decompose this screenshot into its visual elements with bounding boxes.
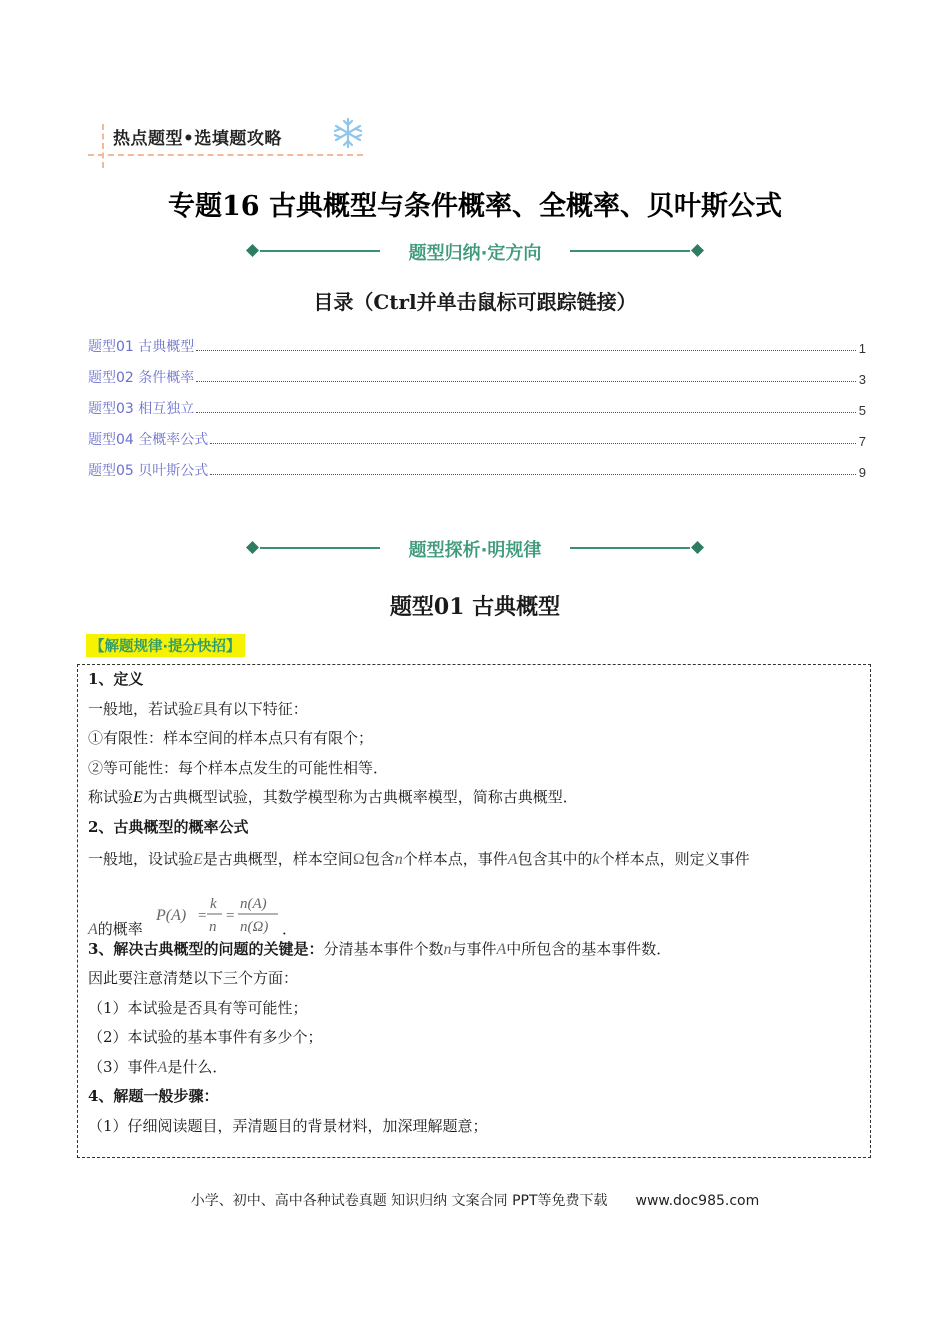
text: 是什么． — [167, 1057, 228, 1076]
section-banner-bottom — [246, 533, 704, 563]
table-of-contents — [88, 325, 866, 480]
toc-item-page: 7 — [858, 434, 866, 449]
toc-item-label[interactable]: 题型04 全概率公式 — [88, 432, 209, 448]
formula-k: k — [210, 895, 217, 912]
text: 与事件 — [451, 939, 497, 958]
footer-text: 小学、初中、高中各种试卷真题 知识归纳 文案合同 PPT等免费下载 — [190, 1193, 608, 1209]
paragraph — [88, 783, 868, 813]
formula-lhs: P(A) — [156, 906, 187, 924]
math-var: n — [443, 940, 452, 958]
text: 具有以下特征： — [202, 699, 308, 718]
paragraph: ②等可能性：每个样本点发生的可能性相等． — [88, 758, 389, 777]
badge-dashed-vertical — [102, 124, 104, 168]
paragraph — [88, 695, 868, 725]
formula-line — [88, 875, 868, 938]
paragraph — [88, 845, 868, 875]
tip-tag: 【解题规律·提分快招】 — [86, 634, 245, 657]
toc-leader-dots — [196, 350, 856, 351]
math-var: E — [193, 700, 203, 718]
toc-heading: 目录（Ctrl并单击鼠标可跟踪链接） — [313, 290, 637, 314]
paragraph: （1）仔细阅读题目，弄清题目的背景材料，加深理解题意； — [88, 1116, 488, 1135]
math-var: k — [592, 851, 600, 868]
text: 是古典概型，样本空间 — [202, 850, 353, 868]
toc-item-label[interactable]: 题型05 贝叶斯公式 — [88, 463, 209, 479]
section-title: 题型01 古典概型 — [389, 594, 561, 620]
formula-equals: = — [198, 907, 207, 924]
paragraph — [88, 919, 143, 940]
toc-leader-dots — [210, 474, 856, 475]
banner-title: 题型探析·明规律 — [408, 540, 542, 561]
probability-formula — [154, 889, 280, 941]
badge-text: 热点题型•选填题攻略 — [113, 129, 282, 149]
diamond-right-icon — [691, 541, 704, 554]
text: 的概率 — [97, 919, 143, 938]
formula-nA: n(A) — [240, 895, 267, 912]
text: （3）事件 — [88, 1057, 158, 1076]
toc-item-label[interactable]: 题型02 条件概率 — [88, 370, 195, 386]
math-var: E — [193, 851, 203, 868]
math-var: A — [507, 851, 518, 868]
banner-title: 题型归纳·定方向 — [408, 243, 542, 264]
toc-leader-dots — [196, 381, 856, 382]
section-banner-top — [246, 236, 704, 266]
toc-leader-dots — [196, 412, 856, 413]
math-var: E — [133, 789, 143, 806]
document-title: 专题16 古典概型与条件概率、全概率、贝叶斯公式 — [168, 191, 782, 222]
math-var: A — [157, 1058, 168, 1076]
toc-item[interactable] — [88, 387, 866, 418]
text: 3、解决古典概型的问题的关键是： — [88, 939, 324, 958]
math-var: A — [88, 920, 98, 938]
banner-line-right — [570, 547, 690, 549]
text: 一般地，若试验 — [88, 699, 194, 718]
heading-definition: 1、定义 — [88, 670, 144, 688]
math-var: A — [496, 940, 507, 958]
toc-item[interactable] — [88, 325, 866, 356]
toc-item-page: 3 — [858, 372, 866, 387]
paragraph: （1）本试验是否具有等可能性； — [88, 998, 308, 1017]
toc-item-page: 9 — [858, 465, 866, 480]
text: 包含其中的 — [517, 850, 593, 868]
topic-badge — [88, 100, 388, 172]
text: 称试验 — [88, 788, 134, 806]
text: 中所包含的基本事件数． — [506, 939, 672, 958]
text: 包含 — [364, 850, 395, 868]
text: 个样本点，事件 — [402, 850, 508, 868]
text: 为古典概型试验，其数学模型称为古典概率模型，简称古典概型． — [142, 788, 578, 806]
toc-item-label[interactable]: 题型01 古典概型 — [88, 339, 195, 355]
formula-n: n — [209, 918, 217, 935]
toc-item[interactable] — [88, 356, 866, 387]
toc-item[interactable] — [88, 418, 866, 449]
paragraph — [88, 1053, 868, 1083]
toc-item[interactable] — [88, 449, 866, 480]
toc-leader-dots — [210, 443, 856, 444]
formula-equals: = — [226, 907, 235, 924]
tips-content — [88, 665, 868, 1141]
math-var: Ω — [352, 851, 365, 868]
paragraph: 因此要注意清楚以下三个方面： — [88, 969, 299, 987]
formula-nOmega: n(Ω) — [240, 918, 269, 935]
snowflake-icon — [331, 116, 365, 150]
banner-line-right — [570, 250, 690, 252]
diamond-right-icon — [691, 244, 704, 257]
text: 分清基本事件个数 — [323, 939, 444, 958]
toc-item-page: 5 — [858, 403, 866, 418]
paragraph: ①有限性：样本空间的样本点只有有限个； — [88, 729, 374, 747]
text: 个样本点，则定义事件 — [599, 850, 750, 868]
footer-site-link[interactable]: www.doc985.com — [635, 1193, 760, 1209]
paragraph: （2）本试验的基本事件有多少个； — [88, 1028, 323, 1046]
toc-item-label[interactable]: 题型03 相互独立 — [88, 401, 195, 417]
text: 一般地，设试验 — [88, 850, 194, 868]
page-footer — [0, 1190, 950, 1210]
badge-dashed-horizontal — [88, 154, 363, 156]
heading-formula: 2、古典概型的概率公式 — [88, 817, 249, 836]
toc-item-page: 1 — [858, 341, 866, 356]
math-var: n — [394, 851, 403, 868]
heading-steps: 4、解题一般步骤： — [88, 1087, 219, 1105]
formula-period: ． — [282, 919, 298, 938]
